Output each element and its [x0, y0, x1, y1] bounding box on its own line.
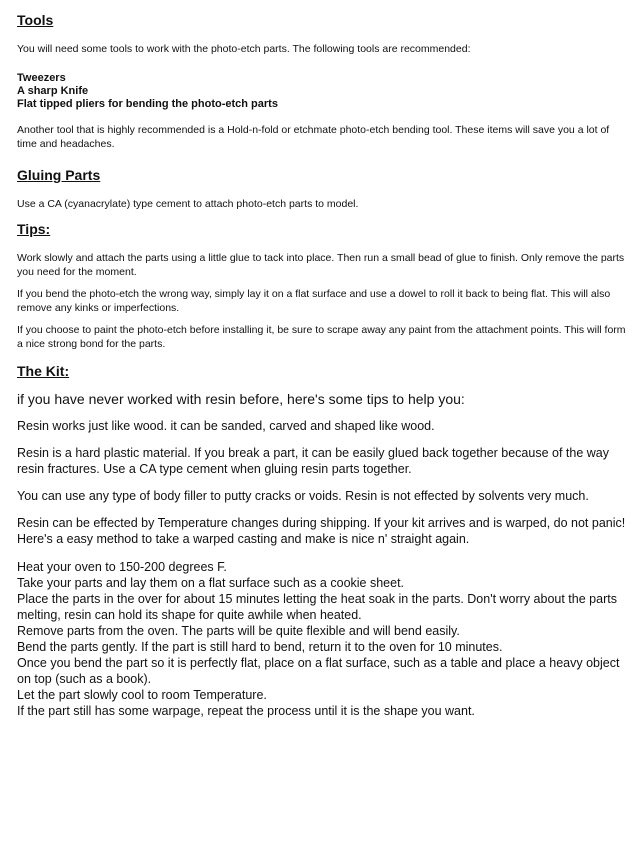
- resin-step: Let the part slowly cool to room Temperature.: [17, 688, 267, 702]
- resin-step: Take your parts and lay them on a flat surface such as a cookie sheet.: [17, 576, 405, 590]
- tip-paragraph: If you bend the photo-etch the wrong way, simply lay it on a flat surface and use a dowel to roll it back to being flat. This will also remove any kinks or imperfections.: [17, 288, 611, 314]
- tool-item: Flat tipped pliers for bending the photo-etch parts: [17, 98, 278, 110]
- kit-paragraph: You can use any type of body filler to putty cracks or voids. Resin is not effected by solvents very much.: [17, 489, 589, 503]
- resin-step: If the part still has some warpage, repeat the process until it is the shape you want.: [17, 704, 475, 718]
- resin-steps: [17, 559, 629, 719]
- kit-paragraph: Resin is a hard plastic material. If you break a part, it can be easily glued back together because of the way resin fractures. Use a CA type cement when gluing resin parts together.: [17, 446, 609, 476]
- kit-paragraph: Resin can be effected by Temperature changes during shipping. If your kit arrives and is warped, do not panic! Here's a easy method to take a warped casting and make is nice n' straight again.: [17, 516, 626, 546]
- kit-paragraph: Resin works just like wood. it can be sanded, carved and shaped like wood.: [17, 419, 435, 433]
- kit-heading: The Kit:: [17, 363, 70, 379]
- resin-step: Bend the parts gently. If the part is still hard to bend, return it to the oven for 10 minutes.: [17, 640, 503, 654]
- resin-step: Remove parts from the oven. The parts will be quite flexible and will bend easily.: [17, 624, 460, 638]
- tools-note: Another tool that is highly recommended is a Hold-n-fold or etchmate photo-etch bending tool. These items will save you a lot of time and headaches.: [17, 124, 610, 150]
- tool-item: Tweezers: [17, 72, 66, 84]
- gluing-heading: Gluing Parts: [17, 167, 101, 183]
- tip-paragraph: If you choose to paint the photo-etch before installing it, be sure to scrape away any paint from the attachment points. This will form a nice strong bond for the parts.: [17, 324, 626, 350]
- resin-step: Place the parts in the over for about 15 minutes letting the heat soak in the parts. Don't worry about the parts melting, resin can hold its shape for quite awhile when heated.: [17, 592, 617, 622]
- tools-heading: Tools: [17, 12, 54, 28]
- tips-heading: Tips:: [17, 221, 51, 237]
- tools-list: [17, 72, 629, 111]
- gluing-text: Use a CA (cyanacrylate) type cement to attach photo-etch parts to model.: [17, 198, 359, 210]
- instruction-page: [17, 8, 629, 719]
- tip-paragraph: Work slowly and attach the parts using a little glue to tack into place. Then run a small bead of glue to finish. Only remove the parts you need for the moment.: [17, 252, 625, 278]
- tool-item: A sharp Knife: [17, 85, 89, 97]
- tools-intro: You will need some tools to work with the photo-etch parts. The following tools are recommended:: [17, 43, 471, 55]
- kit-intro: if you have never worked with resin before, here's some tips to help you:: [17, 391, 465, 407]
- resin-step: Heat your oven to 150-200 degrees F.: [17, 560, 227, 574]
- resin-step: Once you bend the part so it is perfectly flat, place on a flat surface, such as a table and place a heavy object on top (such as a book).: [17, 656, 620, 686]
